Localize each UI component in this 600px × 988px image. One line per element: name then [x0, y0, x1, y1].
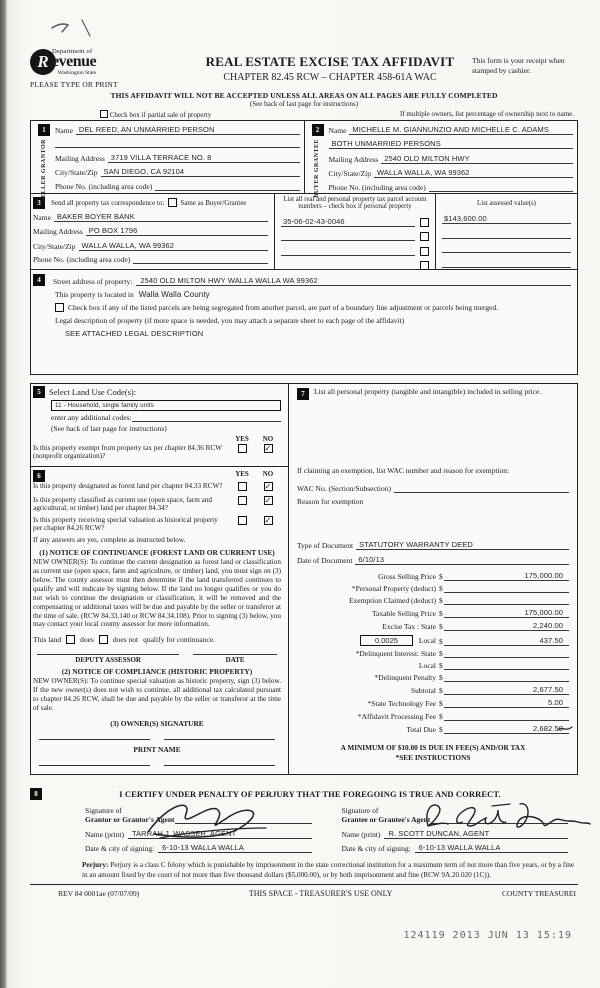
reason-exemption-label: Reason for exemption — [297, 497, 364, 507]
sec6-yes-header: YES — [235, 469, 249, 478]
buyer-name-field[interactable]: MICHELLE M. GIANNUNZIO AND MICHELLE C. ADAMS — [349, 125, 573, 135]
notice-continuance-title: (1) NOTICE OF CONTINUANCE (FOREST LAND OR CURRENT USE) — [39, 548, 275, 557]
seller-name-field[interactable]: DEL REED, AN UNMARRIED PERSON — [76, 125, 300, 135]
located-in-label: This property is located in — [55, 289, 134, 299]
treasurer-space-label: THIS SPACE - TREASURER'S USE ONLY — [248, 888, 393, 898]
street-address-label: Street address of property: — [53, 276, 133, 286]
seller-phone-field[interactable] — [155, 182, 299, 191]
exemption-claimed-field[interactable] — [444, 596, 569, 605]
notice-continuance-body: NEW OWNER(S): To continue the current designation as forest land or classification as current use (open space, farm and agriculture, or timber) land, you must sign on (3) below. The county assessor must then determine if the land transferred continues to qualify and will indicate by signing below. If the land no longer qualifies or you do not wish to continue the designation or classification, it will be removed and the compensating or additional taxes will be due and payable by the seller or transferor at the time of sale. (RCW 84.33.140 or RCW 84.34.108). Prior to signing (3) below, you may contact your local county assessor for more information. — [33, 558, 281, 629]
certify-statement: I CERTIFY UNDER PENALTY OF PERJURY THAT THE FOREGOING IS TRUE AND CORRECT. — [119, 788, 501, 799]
please-type-or-print: PLEASE TYPE OR PRINT — [30, 79, 118, 89]
buyer-address-field[interactable]: 2540 OLD MILTON HWY — [381, 154, 573, 164]
send-correspondence-label: Send all property tax correspondence to: — [51, 198, 165, 207]
street-address-field[interactable]: 2540 OLD MILTON HWY WALLA WALLA WA 99362 — [136, 276, 571, 286]
land-use-tax-section — [30, 383, 578, 775]
grantee-sig-label-2: Grantee or Grantee's Agent — [341, 814, 431, 824]
exempt-question: Is this property exempt from property tax per chapter 84.36 RCW (nonprofit organization)? — [33, 443, 222, 461]
property-address-section — [30, 269, 578, 375]
does-qualify-checkbox[interactable] — [66, 635, 75, 644]
taxable-selling-price-field[interactable]: 175,000.00 — [444, 608, 569, 618]
state-technology-fee-row: *State Technology Fee $ 5.00 — [297, 698, 569, 708]
grantee-date-label: Date & city of signing: — [341, 844, 411, 854]
gross-selling-price-field[interactable]: 175,000.00 — [444, 571, 569, 581]
section-1-badge: 1 — [38, 124, 50, 136]
forest-land-question: Is this property designated as forest land per chapter 84.33 RCW? — [33, 481, 223, 490]
delinquent-interest-state-field[interactable] — [444, 649, 569, 658]
parcel-personal-checkbox-2[interactable] — [420, 232, 429, 241]
segregated-checkbox[interactable] — [55, 303, 64, 312]
section-2-badge: 2 — [312, 124, 324, 136]
excise-tax-state-row: Excise Tax : State $ 2,240.00 — [297, 621, 569, 631]
excise-tax-table — [297, 571, 569, 734]
buyer-grantee-side-label: BUYER GRANTEE — [314, 138, 321, 198]
partial-sale-label: Check box if partial sale of property — [109, 110, 212, 119]
county-field[interactable]: Walla Walla County — [138, 289, 210, 299]
signatures-section — [30, 806, 578, 854]
logo-washington-state: Washington State — [57, 69, 97, 76]
corr-city-field[interactable]: WALLA WALLA, WA 99362 — [79, 241, 269, 251]
section-5-badge: 5 — [33, 386, 45, 398]
affidavit-processing-fee-row: *Affidavit Processing Fee $ — [297, 712, 569, 721]
land-use-title: Select Land Use Code(s): — [49, 386, 137, 397]
land-use-code-field[interactable]: 11 - Household, single family units — [51, 400, 281, 411]
additional-codes-label: enter any additional codes: — [51, 412, 132, 422]
excise-tax-local-row: 0.0025 Local $ 437.50 — [297, 635, 569, 646]
exempt-yes-checkbox[interactable] — [238, 444, 247, 453]
excise-tax-local-field[interactable]: 437.50 — [444, 636, 569, 646]
doc-date-field[interactable]: 6/10/13 — [355, 555, 569, 565]
seller-name-label: Name — [55, 125, 73, 135]
additional-codes-field[interactable] — [132, 413, 281, 422]
assessed-field-4[interactable] — [442, 259, 571, 268]
perjury-text: Perjury is a class C felony which is punishable by imprisonment in the state correctional institution for a maximum term of not more than five years, or by a fine in an amount fixed by the court of not more than five thousand dollars ($5,000.00), or by both imprisonment and fine (RCW 9A.20.020 (1C)). — [82, 861, 575, 880]
doc-date-label: Date of Document — [297, 555, 353, 565]
assessor-date-label: DATE — [225, 656, 245, 665]
rev-form-code: REV 84 0001ae (07/07/09) — [58, 888, 140, 898]
grantor-sig-label-1: Signature of — [85, 805, 122, 815]
if-yes-note: If any answers are yes, complete as instructed below. — [33, 536, 186, 545]
buyer-address-label: Mailing Address — [328, 154, 379, 164]
dor-logo — [30, 36, 188, 89]
current-use-no-checkbox[interactable]: ✓ — [264, 495, 272, 505]
buyer-phone-field[interactable] — [429, 183, 573, 192]
total-due-row: Total Due $ 2,682.50 — [297, 724, 569, 734]
corr-address-label: Mailing Address — [33, 227, 83, 237]
sec6-no-header: NO — [262, 469, 274, 478]
sec5-see-back: (See back of last page for instructions) — [51, 423, 167, 433]
parcel-personal-checkbox-1[interactable] — [420, 218, 429, 227]
exemption-intro: If claiming an exemption, list WAC number and reason for exemption: — [297, 465, 510, 475]
total-due-field[interactable]: 2,682.50 — [444, 724, 569, 734]
subtotal-field[interactable]: 2,677.50 — [444, 685, 569, 695]
forest-no-checkbox[interactable]: ✓ — [264, 481, 272, 491]
legal-description-field[interactable]: SEE ATTACHED LEGAL DESCRIPTION — [65, 328, 204, 338]
deputy-assessor-signature-line[interactable] — [37, 654, 179, 655]
wac-no-label: WAC No. (Section/Subsection) — [297, 483, 391, 493]
state-technology-fee-field[interactable]: 5.00 — [444, 698, 569, 708]
tax-correspondence-section — [30, 193, 578, 270]
sec5-yes-header: YES — [235, 434, 249, 443]
perjury-notice — [30, 861, 578, 884]
section-7-badge: 7 — [297, 388, 309, 400]
owner-signature-line-1[interactable] — [39, 739, 150, 740]
buyer-name2-field[interactable]: BOTH UNMARRIED PERSONS — [329, 139, 574, 149]
minimum-fee-note: A MINIMUM OF $10.00 IS DUE IN FEE(S) AND/OR TAX — [340, 742, 526, 752]
buyer-name-label: Name — [328, 125, 347, 135]
grantor-name-print-field[interactable]: TARRAH J. WASSER, AGENT — [128, 829, 312, 839]
assessed-field-1[interactable]: $143,600.00 — [442, 214, 571, 224]
exempt-no-checkbox[interactable]: ✓ — [264, 443, 272, 453]
section-6-badge: 6 — [33, 470, 45, 482]
grantee-signature-block — [322, 806, 579, 854]
section-4-badge: 4 — [33, 274, 45, 286]
seller-city-field[interactable]: SAN DIEGO, CA 92104 — [101, 167, 300, 177]
same-as-buyer-checkbox[interactable] — [168, 198, 177, 207]
same-as-buyer-label: Same as Buyer/Grantee — [180, 198, 247, 207]
grantee-name-print-label: Name (print) — [341, 829, 381, 839]
logo-department-of: Department of — [52, 48, 93, 55]
corr-name-label: Name — [33, 212, 51, 222]
perjury-bold: Perjury: — [82, 861, 109, 870]
notice-compliance-title: (2) NOTICE OF COMPLIANCE (HISTORIC PROPERTY) — [61, 667, 253, 677]
buyer-city-field[interactable]: WALLA WALLA, WA 99362 — [374, 168, 573, 178]
wac-no-field[interactable] — [394, 484, 569, 493]
parcel-numbers-header: List all real and personal property tax parcel account numbers – check box if personal property — [283, 195, 427, 211]
sec5-no-header: NO — [262, 434, 274, 443]
corr-name-field[interactable]: BAKER BOYER BANK — [54, 212, 268, 222]
grantee-sig-label-1: Signature of — [341, 805, 379, 815]
section-3-badge: 3 — [33, 197, 45, 209]
not-accepted-warning: THIS AFFIDAVIT WILL NOT BE ACCEPTED UNLESS ALL AREAS ON ALL PAGES ARE FULLY COMPLETED — [110, 90, 498, 100]
grantee-name-print-field[interactable]: R. SCOTT DUNCAN, AGENT — [384, 829, 568, 839]
subtotal-row: Subtotal $ 2,677.50 — [297, 685, 569, 695]
does-label: does — [80, 635, 94, 645]
parties-section — [30, 120, 578, 202]
notice-compliance-body: NEW OWNER(S): To continue special valuation as historic property, sign (3) below. If the new owner(s) does not wish to continue, all additional tax calculated pursuant to chapter 84.26 RCW, shall be due and payable by the seller or transferor at the time of sale. — [33, 677, 281, 713]
assessed-field-3[interactable] — [442, 244, 571, 253]
print-name-label: PRINT NAME — [133, 745, 181, 755]
logo-revenue-word: evenue — [52, 53, 97, 70]
parcel-personal-checkbox-4[interactable] — [420, 261, 429, 270]
handwritten-check-mark — [557, 725, 573, 733]
personal-property-tax-block — [289, 384, 577, 774]
parcel-field-4[interactable] — [281, 261, 415, 270]
buyer-city-label: City/State/Zip — [328, 169, 371, 179]
assessor-date-line[interactable] — [193, 654, 277, 655]
local-rate-box[interactable]: 0.0025 — [360, 635, 413, 646]
multiple-owners-note: If multiple owners, list percentage of ownership next to name. — [400, 109, 574, 118]
cashier-date-stamp: 124119 2013 JUN 13 15:19 — [403, 930, 572, 941]
owners-signature-label: (3) OWNER(S) SIGNATURE — [110, 719, 204, 729]
owner-print-line-1[interactable] — [39, 765, 150, 766]
grantor-date-label: Date & city of signing: — [85, 844, 155, 854]
historical-question: Is this property receiving special valuation as historical property per chapter 84.26 RCW? — [33, 515, 218, 533]
corr-city-label: City/State/Zip — [33, 241, 76, 251]
historical-yes-checkbox[interactable] — [238, 516, 247, 525]
form-header — [30, 36, 578, 89]
grantor-signature-block — [30, 806, 322, 854]
delinquent-interest-local-row: Local $ — [297, 661, 569, 670]
current-use-yes-checkbox[interactable] — [238, 496, 247, 505]
assessed-field-2[interactable] — [442, 230, 571, 239]
corr-phone-field[interactable] — [133, 255, 268, 264]
land-use-code-block — [31, 386, 288, 467]
historical-no-checkbox[interactable]: ✓ — [264, 515, 272, 525]
current-use-question: Is this property classified as current use (open space, farm and agricultural, or timber) land per chapter 84.34? — [33, 495, 213, 513]
segregated-label: Check box if any of the listed parcels are being segregated from another parcel, are part of a boundary line adjustment or parcels being merged. — [68, 302, 499, 312]
personal-property-deduct-field[interactable] — [444, 584, 569, 593]
forest-land-block — [33, 470, 281, 766]
grantee-signature-line[interactable] — [430, 814, 568, 824]
grantor-sig-label-2: Grantor or Grantor's Agent — [85, 814, 175, 824]
excise-tax-state-field[interactable]: 2,240.00 — [444, 621, 569, 631]
does-not-label: does not — [112, 635, 139, 645]
corr-address-field[interactable]: PO BOX 1796 — [86, 226, 268, 236]
taxable-selling-price-row: Taxable Selling Price $ 175,000.00 — [297, 608, 569, 618]
see-instructions-note: *SEE INSTRUCTIONS — [395, 753, 471, 763]
delinquent-penalty-row: *Delinquent Penalty $ — [297, 673, 569, 682]
section-8-badge: 8 — [30, 788, 42, 800]
grantor-name-print-label: Name (print) — [85, 829, 124, 839]
buyer-grantee-block — [304, 121, 578, 198]
parcel-field-1[interactable]: 35-06-02-43-0046 — [281, 217, 415, 227]
gross-selling-price-row: Gross Selling Price $ 175,000.00 — [297, 571, 569, 581]
delinquent-penalty-field[interactable] — [444, 673, 569, 682]
parcel-field-2[interactable] — [281, 232, 415, 241]
seller-city-label: City/State/Zip — [55, 168, 98, 178]
doc-type-label: Type of Document — [297, 541, 354, 551]
qualify-label: qualify for continuance. — [143, 635, 215, 645]
legal-description-label: Legal description of property (if more space is needed, you may attach a separate sheet to each page of the affidavit) — [55, 315, 405, 325]
county-treasurer-label: COUNTY TREASUREI — [502, 888, 576, 898]
affidavit-processing-fee-field[interactable] — [444, 712, 569, 721]
form-title: REAL ESTATE EXCISE TAX AFFIDAVIT — [205, 54, 455, 69]
delinquent-interest-state-row: *Delinquent Interest: State $ — [297, 649, 569, 658]
this-land-label: This land — [33, 635, 62, 645]
does-not-qualify-checkbox[interactable] — [99, 635, 108, 644]
grantee-date-field[interactable]: 6-10-13 WALLA WALLA — [415, 843, 568, 853]
partial-sale-checkbox[interactable] — [100, 110, 108, 118]
seller-address-field[interactable]: 3719 VILLA TERRACE NO. 8 — [108, 153, 300, 163]
owner-signature-line-2[interactable] — [164, 739, 275, 740]
forest-yes-checkbox[interactable] — [238, 482, 247, 491]
delinquent-interest-local-field[interactable] — [444, 661, 569, 670]
exemption-claimed-row: Exemption Claimed (deduct) $ — [297, 596, 569, 605]
assessed-values-header: List assessed value(s) — [477, 199, 536, 207]
grantor-date-field[interactable]: 6-10-13 WALLA WALLA — [158, 843, 311, 853]
receipt-note: This form is your receipt when stamped by cashier. — [472, 56, 565, 75]
seller-grantor-block — [31, 121, 304, 202]
grantor-signature-line[interactable] — [175, 814, 312, 824]
buyer-phone-label: Phone No. (including area code) — [328, 182, 426, 192]
see-back-note: (See back of last page for instructions) — [249, 99, 359, 108]
personal-property-deduct-row: *Personal Property (deduct) $ — [297, 584, 569, 593]
owner-print-line-2[interactable] — [164, 765, 275, 766]
seller-phone-label: Phone No. (including area code) — [55, 181, 153, 191]
corr-phone-label: Phone No. (including area code) — [33, 255, 131, 265]
parcel-personal-checkbox-3[interactable] — [420, 247, 429, 256]
seller-address-label: Mailing Address — [55, 153, 105, 163]
form-subtitle: CHAPTER 82.45 RCW – CHAPTER 458-61A WAC — [223, 72, 437, 83]
seller-grantor-side-label: SELLER GRANTOR — [40, 138, 47, 202]
parcel-field-3[interactable] — [281, 247, 415, 256]
doc-type-field[interactable]: STATUTORY WARRANTY DEED — [356, 540, 569, 550]
revenue-logo-icon: R — [30, 49, 56, 75]
deputy-assessor-label: DEPUTY ASSESSOR — [75, 656, 141, 665]
seller-name2-field[interactable] — [55, 139, 300, 148]
personal-property-label: List all personal property (tangible and intangible) included in selling price. — [314, 386, 542, 396]
scan-edge-artifact — [0, 0, 7, 988]
